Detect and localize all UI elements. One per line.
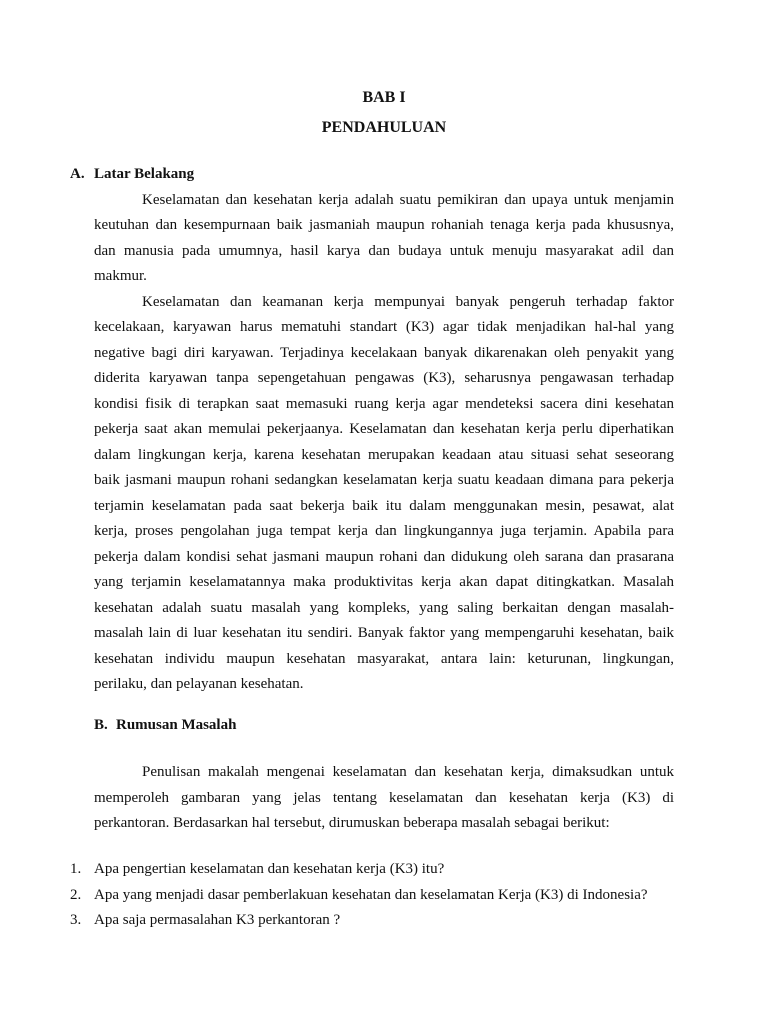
para1-line: keutuhan dan kesempurnaan baik jasmaniah maupun rohaniah tenaga kerja pada khususnya, [94, 217, 674, 233]
question-text: Apa yang menjadi dasar pemberlakuan kesehatan dan keselamatan Kerja (K3) di Indonesia? [94, 887, 648, 903]
para2-line: pekerja dalam kondisi sehat jasmani maupun rohani dan didukung oleh sarana dan prasarana [94, 549, 674, 565]
para2-line: yang terjamin keselamatannya maka produktivitas kerja akan dapat ditingkatkan. Masalah [94, 574, 674, 590]
para2-line: Keselamatan dan keamanan kerja mempunyai banyak pengeruh terhadap faktor [142, 294, 674, 310]
para1-line: dan manusia pada umumnya, hasil karya dan budaya untuk menuju masyarakat adil dan [94, 243, 674, 259]
chapter-title: PENDAHULUAN [321, 119, 447, 136]
para1-line: Keselamatan dan kesehatan kerja adalah suatu pemikiran dan upaya untuk menjamin [142, 192, 674, 208]
section-a-heading: Latar Belakang [94, 166, 195, 182]
chapter-number: BAB I [362, 89, 406, 106]
section-a-marker: A. [70, 166, 85, 182]
para2-line: baik jasmani maupun rohani sedangkan keselamatan kerja suatu keadaan dimana para pekerja [94, 472, 674, 488]
para2-line: kesehatan individu maupun kesehatan masyarakat, antara lain: keturunan, lingkungan, [94, 651, 674, 667]
section-b-line: memperoleh gambaran yang jelas tentang keselamatan dan kesehatan kerja (K3) di [94, 790, 674, 806]
section-b-marker: B. [94, 717, 108, 733]
para2-line: kondisi fisik di terapkan saat memasuki ruang kerja agar mendeteksi sacera dini kesehatan [94, 396, 674, 412]
para2-line: diderita karyawan tanpa sepengetahuan pengawas (K3), seharusnya pengawasan terhadap [94, 370, 674, 386]
question-number: 1. [70, 861, 82, 877]
para2-line: perilaku, dan pelayanan kesehatan. [94, 676, 304, 692]
para2-line: kerja, proses pengolahan juga tempat kerja dan lingkungannya juga terjamin. Apabila para [94, 523, 674, 539]
section-b-line: perkantoran. Berdasarkan hal tersebut, dirumuskan beberapa masalah sebagai berikut: [94, 815, 610, 831]
question-text: Apa pengertian keselamatan dan kesehatan kerja (K3) itu? [94, 861, 445, 877]
para2-line: dalam lingkungan kerja, karena kesehatan merupakan keadaan atau situasi sehat seseorang [94, 447, 674, 463]
section-b-heading: Rumusan Masalah [116, 717, 237, 733]
para2-line: kesehatan adalah suatu masalah yang kompleks, yang saling berkaitan dengan masalah- [94, 600, 674, 616]
para2-line: negative bagi diri karyawan. Terjadinya kecelakaan banyak dikarenakan oleh penyakit yang [94, 345, 674, 361]
question-number: 3. [70, 912, 82, 928]
para1-line: makmur. [94, 268, 147, 284]
question-number: 2. [70, 887, 82, 903]
para2-line: pekerja saat akan memulai pekerjaanya. Keselamatan dan kesehatan kerja perlu diperhatikan [94, 421, 674, 437]
question-text: Apa saja permasalahan K3 perkantoran ? [94, 912, 341, 928]
para2-line: kecelakaan, karyawan harus mematuhi standart (K3) agar tidak menjadikan hal-hal yang [94, 319, 674, 335]
para2-line: masalah lain di luar kesehatan itu sendiri. Banyak faktor yang mempengaruhi kesehatan, baik [94, 625, 674, 641]
section-b-line: Penulisan makalah mengenai keselamatan dan kesehatan kerja, dimaksudkan untuk [142, 764, 674, 780]
para2-line: terjamin keselamatan pada saat bekerja baik itu dalam menggunakan mesin, pesawat, alat [94, 498, 674, 514]
